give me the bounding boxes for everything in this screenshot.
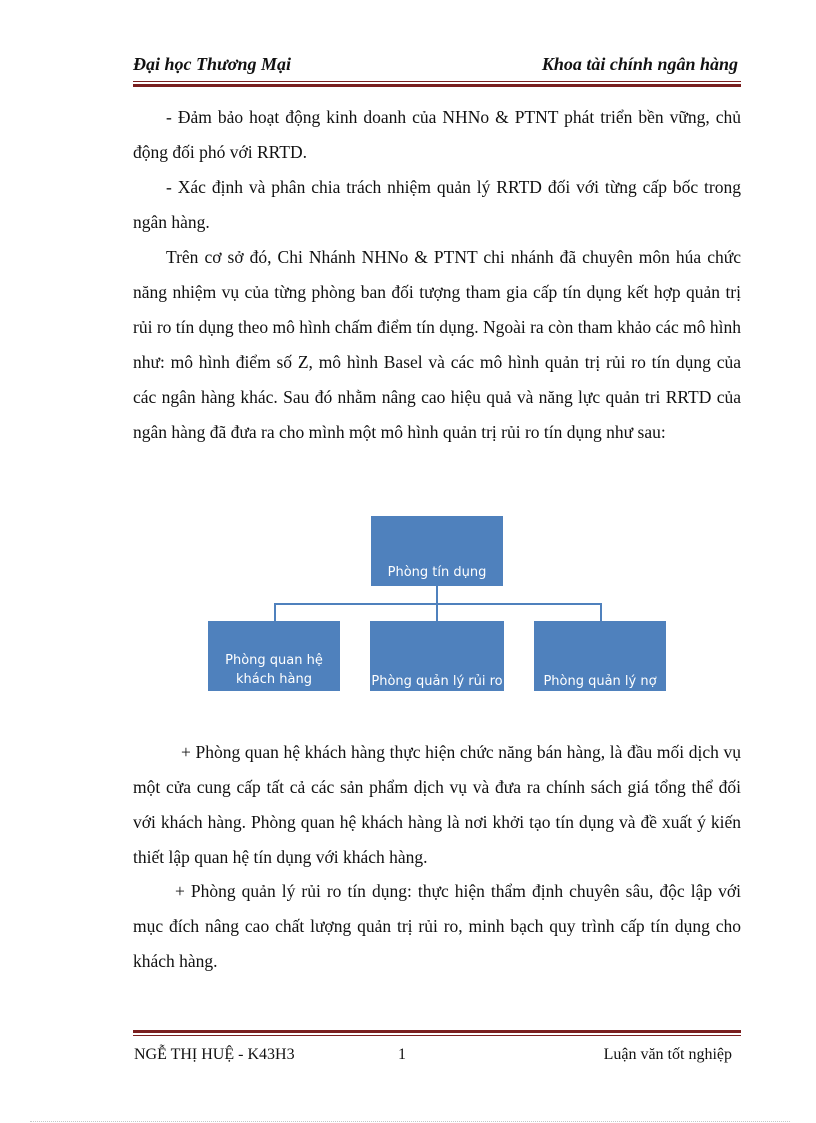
paragraph-5: + Phòng quản lý rủi ro tín dụng: thực hiện thẩm định chuyên sâu, độc lập với mục đích nâng cao chất lượng quản trị rủi ro, minh bạch quy trình cấp tín dụng cho khách hàng. (133, 881, 741, 971)
org-box-debt-management-line2: Phòng quản lý nợ (543, 674, 657, 689)
paragraph-1: - Đảm bảo hoạt động kinh doanh của NHNo & PTNT phát triển bền vững, chủ động đối phó với RRTD. (133, 107, 741, 162)
org-box-customer-relations-line1: Phòng quan hệ (225, 653, 323, 668)
org-connector-horizontal (274, 603, 602, 605)
footer-rule-thick (133, 1030, 741, 1033)
org-box-customer-relations (208, 621, 340, 691)
org-box-root (371, 516, 503, 586)
org-connector-middle (436, 603, 438, 621)
paragraph-4: + Phòng quan hệ khách hàng thực hiện chức năng bán hàng, là đầu mối dịch vụ một cửa cung cấp tất cả các sản phẩm dịch vụ và đưa ra chính sách giá tổng thể đối với khách hàng. Phòng quan hệ khách hàng là nơi khởi tạo tín dụng và đề xuất ý kiến thiết lập quan hệ tín dụng với khách hàng. (133, 742, 741, 867)
paragraph-2: - Xác định và phân chia trách nhiệm quản lý RRTD đối với từng cấp bốc trong ngân hàng. (133, 177, 741, 232)
footer-title: Luận văn tốt nghiệp (603, 1046, 732, 1063)
header-rule-thick (133, 84, 741, 87)
page-header (133, 50, 738, 80)
bottom-dotted-border (30, 1121, 790, 1122)
footer-rule-thin (133, 1035, 741, 1036)
org-box-debt-management (534, 621, 666, 691)
org-connector-right (600, 603, 602, 621)
paragraph-3: Trên cơ sở đó, Chi Nhánh NHNo & PTNT chi nhánh đã chuyên môn húa chức năng nhiệm vụ của từng phòng ban đối tượng tham gia cấp tín dụng kết hợp quản trị rủi ro tín dụng theo mô hình chấm điểm tín dụng. Ngoài ra còn tham khảo các mô hình như: mô hình điểm số Z, mô hình Basel và các mô hình quản trị rủi ro tín dụng của các ngân hàng khác. Sau đó nhằm nâng cao hiệu quả và năng lực quản tri RRTD của ngân hàng đã đưa ra cho mình một mô hình quản trị rủi ro tín dụng như sau: (133, 247, 741, 442)
org-box-customer-relations-line2: khách hàng (236, 672, 312, 687)
header-rule-thin (133, 81, 741, 82)
footer-page-number: 1 (398, 1046, 406, 1063)
footer-author: NGỄ THỊ HUỆ - K43H3 (134, 1046, 295, 1063)
org-connector-left (274, 603, 276, 621)
org-box-root-label: Phòng tín dụng (387, 565, 487, 580)
org-box-risk-management (370, 621, 504, 691)
org-box-risk-management-line2: Phòng quản lý rủi ro (371, 674, 503, 689)
header-university: Đại học Thương Mại (133, 54, 291, 74)
header-faculty: Khoa tài chính ngân hàng (541, 54, 738, 74)
